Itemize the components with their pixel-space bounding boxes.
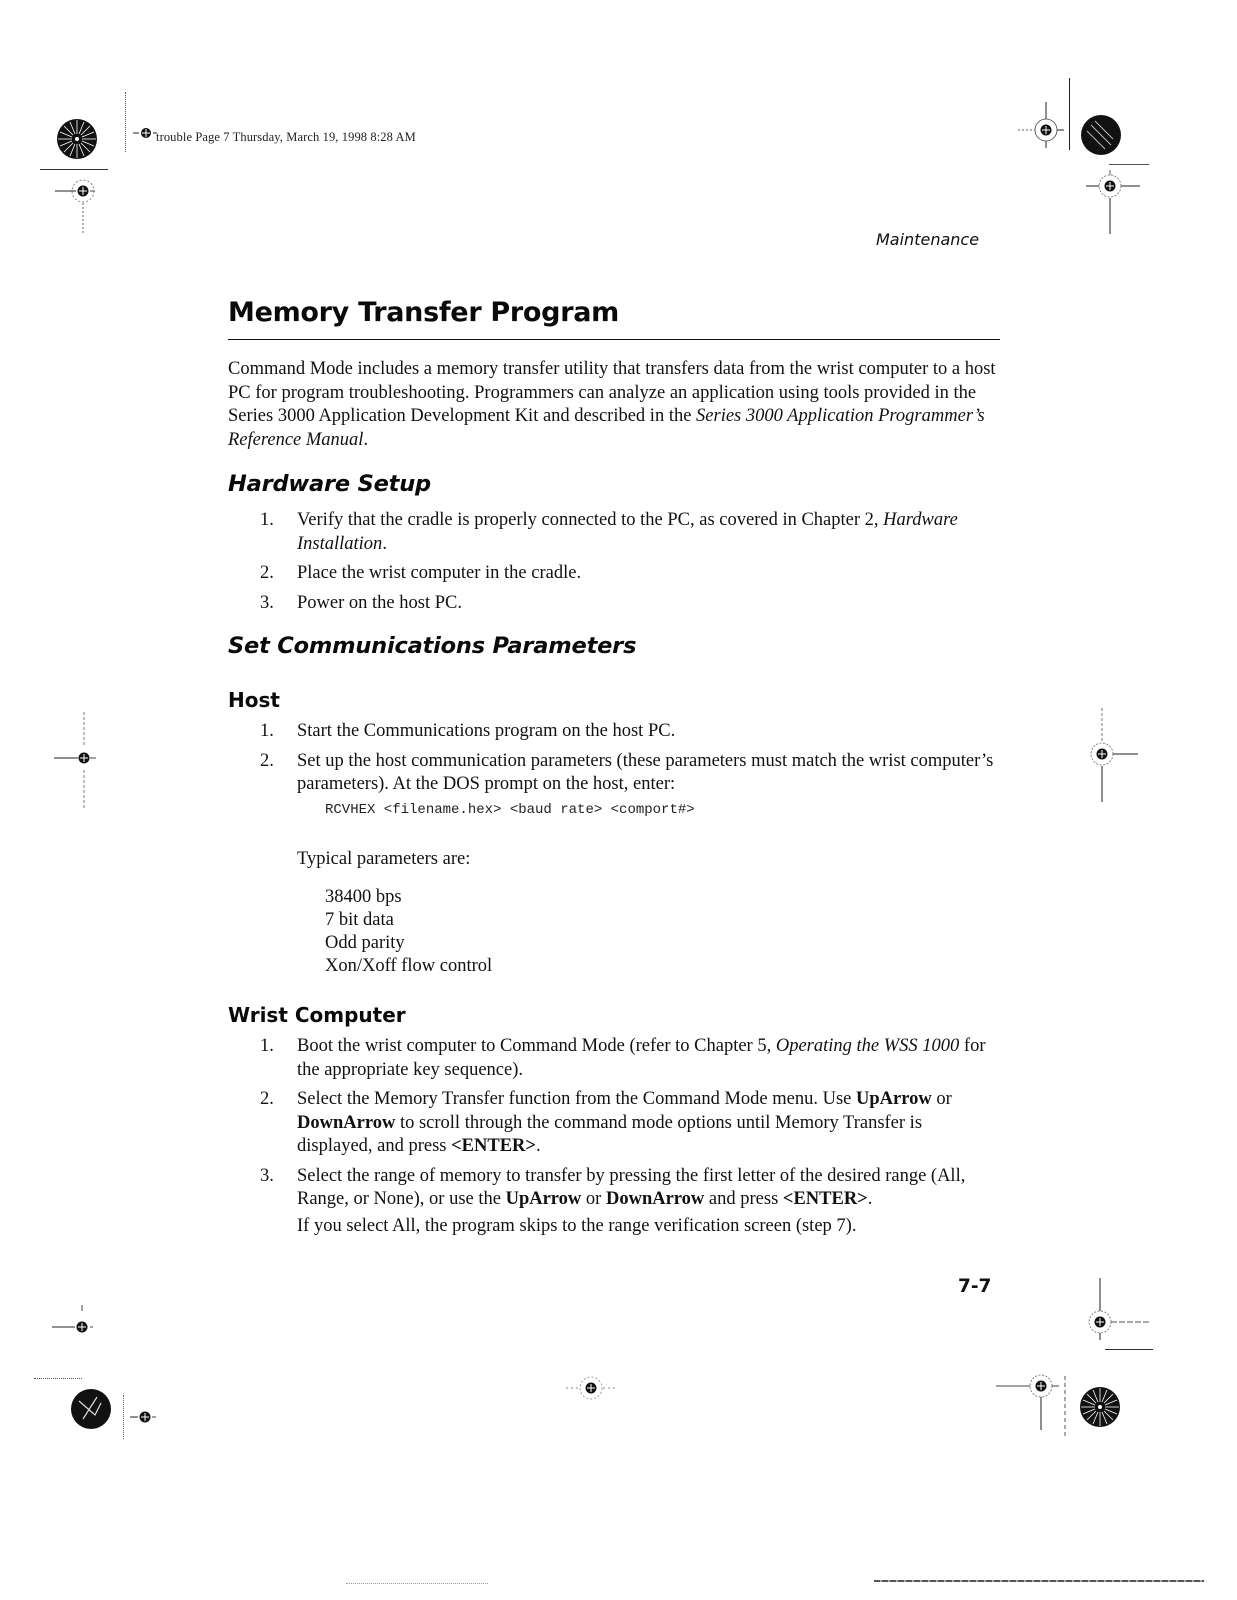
typical-params-label: Typical parameters are: (297, 849, 471, 869)
range-note: If you select All, the program skips to the range verification screen (step 7). (297, 1216, 857, 1236)
intro-text: Command Mode includes a memory transfer utility that transfers data from the wrist computer to a host PC for program troubleshooting. Programmers can analyze an application using tools provided in the Series 3000 Application Development Kit and described in the (228, 359, 996, 426)
step-text-end: . (382, 533, 387, 554)
crop-line (123, 1395, 124, 1439)
title-rule (228, 339, 1000, 340)
key-name: <ENTER> (782, 1189, 868, 1209)
intro-end: . (363, 429, 369, 450)
typical-params-list (325, 886, 492, 978)
step-number: 2. (260, 750, 274, 771)
param-item: Xon/Xoff flow control (325, 956, 493, 976)
registration-crosshair-icon (1080, 170, 1140, 236)
list-item (260, 1088, 1000, 1159)
registration-crosshair-icon (566, 1370, 616, 1406)
step-number: 1. (260, 510, 274, 530)
registration-sunburst-icon (56, 118, 98, 160)
step-number: 1. (260, 721, 274, 741)
scan-artifact-line (346, 1583, 488, 1584)
step-number: 3. (260, 592, 274, 613)
registration-crosshair-icon (1072, 708, 1142, 804)
manual-title: Series 3000 Application Programmer’s Reference Manual (228, 406, 985, 450)
param-item: Odd parity (325, 933, 405, 953)
command-line: RCVHEX <filename.hex> <baud rate> <comport#> (325, 802, 695, 818)
key-name: DownArrow (605, 1189, 705, 1209)
step-number: 2. (260, 1089, 274, 1109)
scan-artifact-line (874, 1580, 1204, 1582)
host-steps (260, 720, 1000, 803)
crop-line (125, 92, 126, 152)
step-text: Place the wrist computer in the cradle. (297, 563, 582, 583)
intro-paragraph (228, 358, 1008, 452)
step-text: Select the range of memory to transfer by pressing the first letter of the desired range (All, Range, or None), or use the (297, 1165, 966, 1209)
step-number: 2. (260, 563, 274, 583)
wrist-computer-steps (260, 1035, 1000, 1218)
list-item (260, 1035, 1000, 1082)
step-text: Verify that the cradle is properly connected to the PC, as covered in Chapter 2, (297, 510, 884, 530)
list-item (260, 509, 1000, 556)
key-name: <ENTER> (451, 1136, 536, 1156)
page-number: 7-7 (958, 1276, 992, 1297)
page-title: Memory Transfer Program (228, 297, 619, 328)
step-text: Start the Communications program on the host PC. (297, 721, 676, 741)
registration-crosshair-icon (1070, 1278, 1150, 1350)
section-heading-hardware-setup: Hardware Setup (228, 471, 431, 497)
crop-line (1105, 1349, 1153, 1350)
key-name: DownArrow (297, 1112, 396, 1133)
step-text: Select the Memory Transfer function from the Command Mode menu. Use (297, 1089, 857, 1109)
section-heading-comm-params: Set Communications Parameters (228, 633, 637, 659)
param-item: 7 bit data (325, 910, 394, 930)
step-text-end: for the appropriate key sequence). (297, 1036, 986, 1080)
param-item: 38400 bps (325, 887, 402, 907)
registration-crosshair-icon (996, 1370, 1086, 1436)
registration-crosshair-icon (55, 177, 111, 233)
list-item (260, 1165, 1000, 1212)
step-text: or (581, 1189, 606, 1209)
crop-line (40, 169, 108, 170)
subsection-heading-host: Host (228, 688, 280, 712)
crop-line (34, 1378, 82, 1379)
registration-crosshair-icon (52, 1305, 112, 1351)
list-item (260, 750, 1000, 797)
step-text: or (931, 1089, 952, 1109)
step-text: and press (704, 1189, 783, 1209)
step-number: 1. (260, 1036, 274, 1056)
step-text: Boot the wrist computer to Command Mode (refer to Chapter 5, (297, 1036, 776, 1056)
step-text: Set up the host communication parameters (these parameters must match the wrist computer’s parameters). At the DOS prompt on the host, enter: (297, 750, 994, 794)
step-text: Power on the host PC. (297, 592, 462, 613)
running-head: Maintenance (876, 230, 980, 249)
registration-crosshair-icon (54, 712, 114, 808)
registration-sunburst-icon (1079, 1386, 1121, 1428)
chapter-title: Operating the WSS 1000 (775, 1036, 960, 1056)
crop-line (1109, 164, 1149, 165)
step-text: to scroll through the command mode options until Memory Transfer is displayed, and press (297, 1112, 923, 1156)
key-name: UpArrow (856, 1089, 932, 1109)
registration-crosshair-icon (130, 1402, 160, 1432)
hardware-setup-steps (260, 509, 1000, 621)
key-name: UpArrow (505, 1189, 582, 1209)
list-item (260, 720, 1000, 744)
list-item (260, 562, 1000, 586)
registration-sunburst-icon (1080, 114, 1122, 156)
step-text: . (535, 1136, 541, 1156)
step-number: 3. (260, 1165, 274, 1186)
step-text: . (867, 1189, 873, 1209)
registration-crosshair-icon (1018, 100, 1074, 160)
chapter-title: Hardware Installation (297, 510, 958, 554)
subsection-heading-wrist-computer: Wrist Computer (228, 1003, 406, 1027)
list-item (260, 592, 1000, 616)
print-slug: trouble Page 7 Thursday, March 19, 1998 8:28 AM (156, 130, 416, 144)
registration-sunburst-icon (70, 1388, 112, 1430)
